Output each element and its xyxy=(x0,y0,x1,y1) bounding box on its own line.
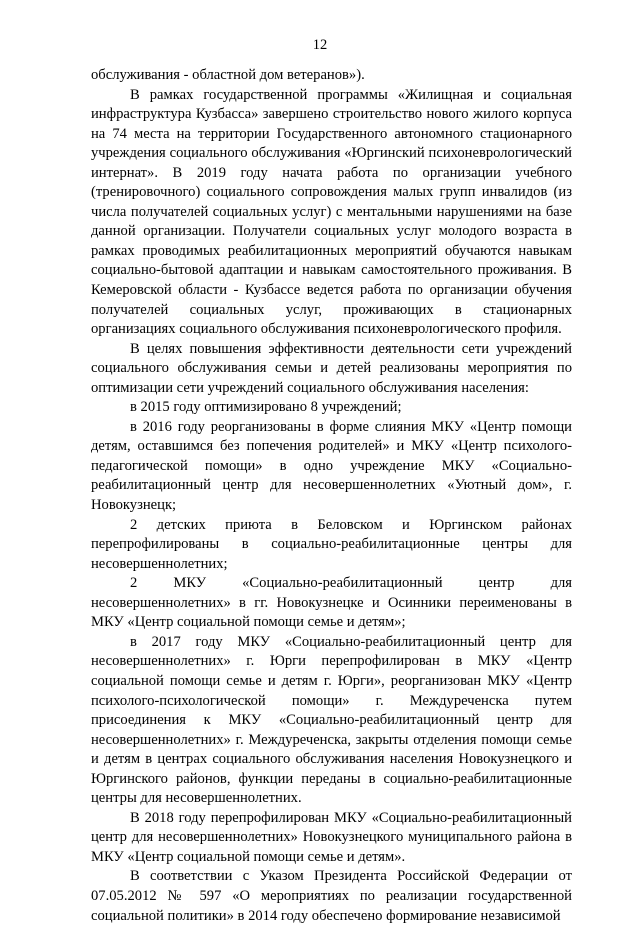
paragraph-2017: в 2017 году МКУ «Социально-реабилитационный центр для несовершеннолетних» г. Юрги перепрофилирован в МКУ «Центр социальной помощи семье и детям г. Юрги», реорганизован МКУ «Центр психолого-психологической помощи» г. Междуреченска путем присоединения к МКУ «Социально-реабилитационный центр для несовершеннолетних» г. Междуреченска, закрыты отделения помощи семье и детям в центрах социального обслуживания населения Новокузнецкого и Юргинского районов, функции переданы в социально-реабилитационные центры для несовершеннолетних. xyxy=(91,633,572,807)
paragraph-decree: В соответствии с Указом Президента Российской Федерации от 07.05.2012 № 597 «О мероприятиях по реализации государственной социальной политики» в 2014 году обеспечено формирование независимой xyxy=(91,868,572,924)
paragraph-housing-program: В рамках государственной программы «Жилищная и социальная инфраструктура Кузбасса» завершено строительство нового жилого корпуса на 74 места на территории Государственного автономного стационарного учреждения социального обслуживания «Юргинский психоневрологический интернат». В 2019 году начата работа по организации учебного (тренировочного) социального сопровождения малых групп инвалидов (из числа получателей социальных услуг) с ментальными нарушениями на базе данной организации. Получатели социальных услуг молодого возраста в рамках проводимых реабилитационных мероприятий обучаются навыкам социально-бытовой адаптации и навыкам самостоятельного проживания. В Кемеровской области - Кузбассе ведется работа по организации обучения получателей социальных услуг, проживающих в стационарных организациях социального обслуживания психоневрологического профиля. xyxy=(91,86,572,338)
page-number: 12 xyxy=(312,37,328,53)
document-body xyxy=(91,66,572,926)
paragraph-network-optimization: В целях повышения эффективности деятельности сети учреждений социального обслуживания семьи и детей реализованы мероприятия по оптимизации сети учреждений социального обслуживания населения: xyxy=(91,340,572,396)
paragraph-continuation: обслуживания - областной дом ветеранов»). xyxy=(91,67,365,83)
paragraph-shelters: 2 детских приюта в Беловском и Юргинском районах перепрофилированы в социально-реабилитационные центры для несовершеннолетних; xyxy=(91,516,572,572)
paragraph-renamed-centers: 2 МКУ «Социально-реабилитационный центр для несовершеннолетних» в гг. Новокузнецке и Осинники переименованы в МКУ «Центр социальной помощи семье и детям»; xyxy=(91,575,572,631)
paragraph-2016: в 2016 году реорганизованы в форме слияния МКУ «Центр помощи детям, оставшимся без попечения родителей» и МКУ «Центр психолого-педагогической помощи» в одно учреждение МКУ «Социально-реабилитационный центр для несовершеннолетних «Уютный дом», г. Новокузнецк; xyxy=(91,418,572,514)
paragraph-2015: в 2015 году оптимизировано 8 учреждений; xyxy=(130,399,402,416)
paragraph-2018: В 2018 году перепрофилирован МКУ «Социально-реабилитационный центр для несовершеннолетних» Новокузнецкого муниципального района в МКУ «Центр социальной помощи семье и детям». xyxy=(91,809,572,865)
